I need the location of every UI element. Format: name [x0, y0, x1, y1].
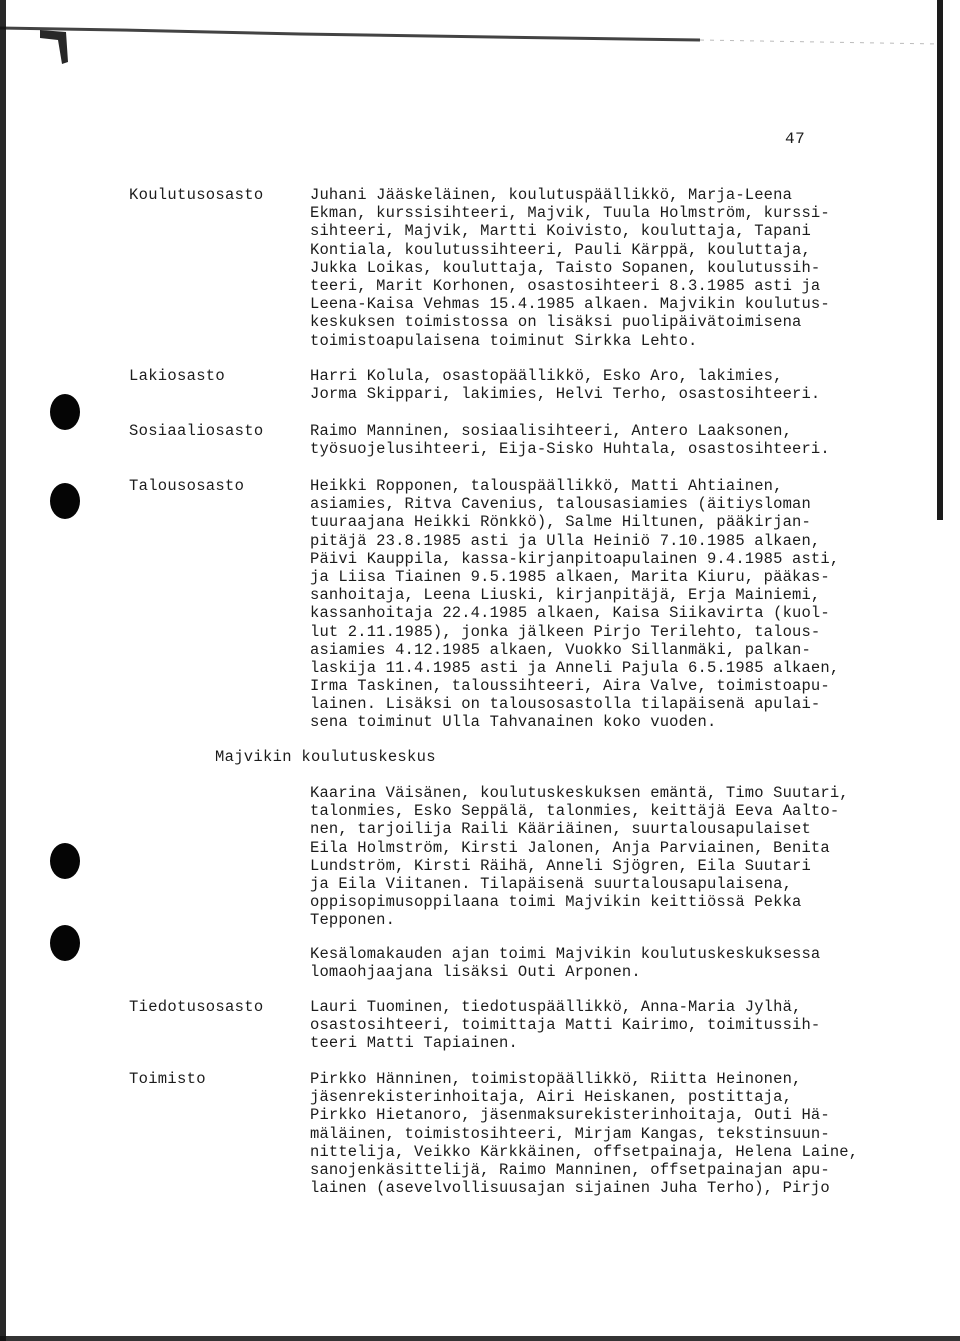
- text-line: Pirkko Hänninen, toimistopäällikkö, Riitta Heinonen,: [310, 1070, 802, 1088]
- text-line: tuuraajana Heikki Rönkkö), Salme Hiltunen, pääkirjan-: [310, 513, 811, 532]
- section-label-tiedotusosasto: Tiedotusosasto: [129, 998, 264, 1016]
- punch-hole: [50, 925, 80, 961]
- text-line: Lundström, Kirsti Räihä, Anneli Sjögren, Eila Suutari: [310, 856, 811, 875]
- text-line: työsuojelusihteeri, Eija-Sisko Huhtala, osastosihteeri.: [310, 440, 830, 459]
- section-label-toimisto: Toimisto: [129, 1070, 206, 1088]
- section-text-majvik: [310, 784, 910, 930]
- section-label-lakiosasto: Lakiosasto: [129, 367, 226, 385]
- text-line: talonmies, Esko Seppälä, talonmies, keittäjä Eeva Aalto-: [310, 802, 840, 821]
- text-line: Jukka Loikas, kouluttaja, Taisto Sopanen, koulutussih-: [310, 258, 821, 277]
- text-line: toimistoapulaisena toiminut Sirkka Lehto.: [310, 331, 698, 350]
- text-line: sanhoitaja, Leena Liuski, kirjanpitäjä, Erja Mainiemi,: [310, 586, 821, 605]
- text-line: Eila Holmström, Kirsti Jalonen, Anja Parviainen, Benita: [310, 838, 830, 857]
- text-line: Kesälomakauden ajan toimi Majvikin koulutuskeskuksessa: [310, 945, 821, 963]
- text-line: pitäjä 23.8.1985 asti ja Ulla Heiniö 7.10.1985 alkaen,: [310, 531, 821, 550]
- text-line: mäläinen, toimistosihteeri, Mirjam Kangas, tekstinsuun-: [310, 1124, 830, 1143]
- text-line: lut 2.11.1985), jonka jälkeen Pirjo Terilehto, talous-: [310, 622, 821, 641]
- punch-hole: [50, 843, 80, 879]
- text-line: kassanhoitaja 22.4.1985 alkaen, Kaisa Siikavirta (kuol-: [310, 604, 830, 623]
- text-line: Heikki Ropponen, talouspäällikkö, Matti Ahtiainen,: [310, 477, 783, 495]
- text-line: Tepponen.: [310, 911, 396, 930]
- text-line: lomaohjaajana lisäksi Outi Arponen.: [310, 963, 641, 982]
- text-line: ja Liisa Tiainen 9.5.1985 alkaen, Marita Kiuru, pääkas-: [310, 567, 830, 586]
- section-text-tiedotusosasto: [310, 998, 910, 1053]
- text-line: Jorma Skippari, lakimies, Helvi Terho, osastosihteeri.: [310, 385, 821, 404]
- text-line: lainen (asevelvollisuusajan sijainen Juha Terho), Pirjo: [310, 1179, 830, 1198]
- section-text-lakiosasto: [310, 367, 910, 403]
- text-line: Raimo Manninen, sosiaalisihteeri, Antero Laaksonen,: [310, 422, 793, 440]
- section-label-sosiaaliosasto: Sosiaaliosasto: [129, 422, 264, 440]
- text-line: oppisopimusoppilaana toimi Majvikin keittiössä Pekka: [310, 893, 802, 912]
- text-line: sanojenkäsittelijä, Raimo Manninen, offsetpainajan apu-: [310, 1160, 830, 1179]
- subsection-heading-majvik: Majvikin koulutuskeskus: [215, 748, 436, 766]
- punch-hole: [50, 394, 80, 430]
- text-line: lainen. Lisäksi on talousosastolla tilapäisenä apulai-: [310, 695, 821, 714]
- text-line: Päivi Kauppila, kassa-kirjanpitoapulainen 9.4.1985 asti,: [310, 549, 840, 568]
- text-line: asiamies, Ritva Cavenius, talousasiamies (äitiysloman: [310, 495, 811, 514]
- text-line: keskuksen toimistossa on lisäksi puolipäivätoimisena: [310, 313, 802, 332]
- text-line: Pirkko Hietanoro, jäsenmaksurekisterinhoitaja, Outi Hä-: [310, 1106, 830, 1125]
- text-line: Harri Kolula, osastopäällikkö, Esko Aro, lakimies,: [310, 367, 783, 385]
- text-line: Ekman, kurssisihteeri, Majvik, Tuula Holmström, kurssi-: [310, 204, 830, 223]
- text-line: osastosihteeri, toimittaja Matti Kairimo, toimitussih-: [310, 1016, 821, 1035]
- section-text-talousosasto: [310, 477, 910, 732]
- text-line: sena toiminut Ulla Tahvanainen koko vuoden.: [310, 713, 717, 732]
- text-line: nen, tarjoilija Raili Kääriäinen, suurtalousapulaiset: [310, 820, 811, 839]
- text-line: Lauri Tuominen, tiedotuspäällikkö, Anna-Maria Jylhä,: [310, 998, 802, 1016]
- text-line: Juhani Jääskeläinen, koulutuspäällikkö, Marja-Leena: [310, 186, 793, 204]
- page-number: 47: [785, 130, 806, 148]
- text-line: Kaarina Väisänen, koulutuskeskuksen emäntä, Timo Suutari,: [310, 784, 849, 802]
- text-line: Irma Taskinen, taloussihteeri, Aira Valve, toimistoapu-: [310, 677, 830, 696]
- text-line: teeri, Marit Korhonen, osastosihteeri 8.3.1985 asti ja: [310, 276, 821, 295]
- text-line: sihteeri, Majvik, Martti Koivisto, kouluttaja, Tapani: [310, 222, 811, 241]
- text-line: teeri Matti Tapiainen.: [310, 1034, 518, 1053]
- punch-hole: [50, 483, 80, 519]
- section-text-sosiaaliosasto: [310, 422, 910, 458]
- section-label-talousosasto: Talousosasto: [129, 477, 245, 495]
- text-line: Kontiala, koulutussihteeri, Pauli Kärppä, kouluttaja,: [310, 240, 811, 259]
- text-line: asiamies 4.12.1985 alkaen, Vuokko Sillanmäki, palkan-: [310, 640, 811, 659]
- text-line: nittelija, Veikko Kärkkäinen, offsetpainaja, Helena Laine,: [310, 1142, 859, 1161]
- section-text-majvik-summer: [310, 945, 910, 981]
- section-text-koulutusosasto: [310, 186, 910, 350]
- section-label-koulutusosasto: Koulutusosasto: [129, 186, 264, 204]
- text-line: jäsenrekisterinhoitaja, Airi Heiskanen, postittaja,: [310, 1088, 793, 1107]
- section-text-toimisto: [310, 1070, 910, 1197]
- text-line: laskija 11.4.1985 asti ja Anneli Pajula 6.5.1985 alkaen,: [310, 658, 840, 677]
- text-line: Leena-Kaisa Vehmas 15.4.1985 alkaen. Majvikin koulutus-: [310, 295, 830, 314]
- text-line: ja Eila Viitanen. Tilapäisenä suurtalousapulaisena,: [310, 874, 793, 893]
